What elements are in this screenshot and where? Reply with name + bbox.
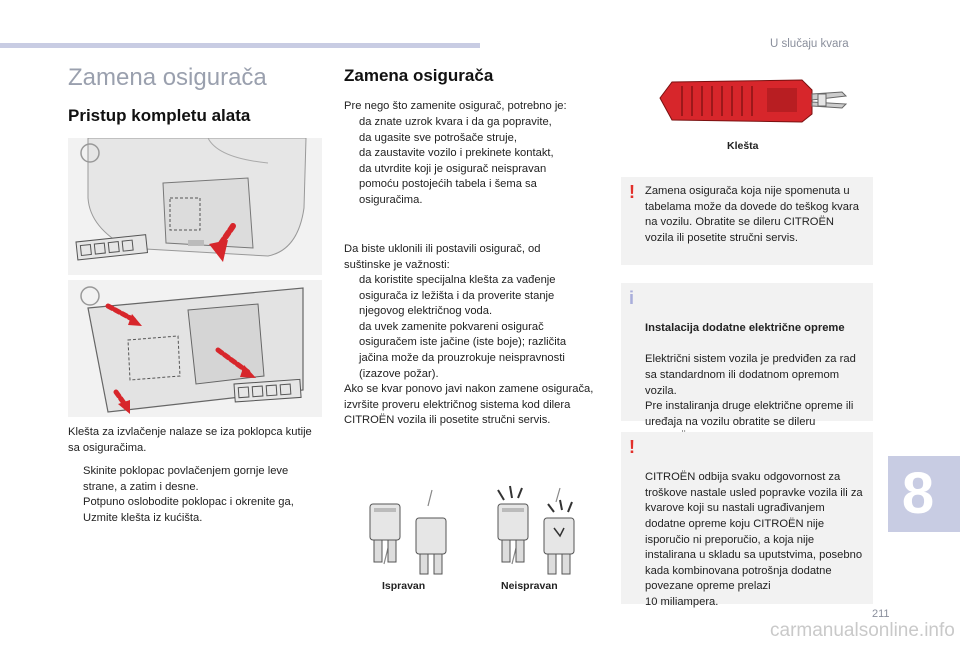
- cover-removal-steps: [68, 464, 324, 526]
- info-text: Električni sistem vozila je predviđen za rad sa standardnom ili dodatnom opremom vozila. Pre instaliranja druge električne opreme ili uređaja na vozilu obratite se dileru: [645, 353, 856, 428]
- section-header: U slučaju kvara: [770, 38, 849, 50]
- fuse-box-open-drawing: [68, 280, 322, 417]
- list-item: da uvek zamenite pokvareni osigurač osiguračem iste jačine (iste boje); različita jačina može da prouzrokuje neispravnosti (izazove požar).: [359, 320, 567, 380]
- pliers-caption: Klešta: [727, 140, 759, 152]
- fuse-blown-icon: [490, 484, 586, 576]
- list-item: Skinite poklopac povlačenjem gornje leve strane, a zatim i desne.: [83, 465, 289, 493]
- info-title: Instalacija dodatne električne opreme: [645, 322, 845, 335]
- recurring-fault-text: Ako se kvar ponovo javi nakon zamene osigurača, izvršite proveru električnog sistema kod dilera CITROËN vozila ili posetite stručni servis.: [344, 383, 594, 427]
- warning-box-unlisted-fuse: [621, 177, 873, 265]
- list-item: da koristite specijalna klešta za vađenje osigurača iz ležišta i da proverite stanje njegovog električnog voda.: [359, 274, 556, 318]
- warning-icon: !: [629, 437, 635, 457]
- page-title: Zamena osigurača: [68, 64, 267, 91]
- toolkit-location-text: Klešta za izvlačenje nalaze se iza poklopca kutije sa osiguračima.: [68, 426, 312, 454]
- section-subtitle: Pristup kompletu alata: [68, 106, 251, 125]
- removal-intro: Da biste uklonili ili postavili osigurač, od suštinske je važnosti:: [344, 243, 541, 271]
- list-item: da ugasite sve potrošače struje,: [359, 131, 517, 144]
- header-accent-bar: [0, 43, 480, 48]
- dashboard-cover-drawing: [68, 138, 322, 275]
- chapter-number: 8: [901, 461, 935, 526]
- fuse-ok-icon: [362, 484, 458, 576]
- fuse-replacement-title: Zamena osigurača: [344, 66, 494, 85]
- fuse-ok-label: Ispravan: [382, 580, 426, 592]
- liability-text: CITROËN odbija svaku odgovornost za troškove nastale usled popravke vozila ili za kvarove koji su nastali ugrađivanjem dodatne opreme koju CITROËN nije isporučio ni preporučio, a koja nije instalirana u skladu sa uputstvima, posebno kada kombinovana potrošnja dodatne povezane opreme prelazi 10 miliampera.: [645, 471, 863, 608]
- warning-box-liability: [621, 432, 873, 608]
- removal-rules: [344, 273, 602, 382]
- fuse-puller-pliers-icon: [652, 68, 852, 130]
- page-number: 211: [872, 608, 890, 620]
- prereq-list: [344, 115, 602, 209]
- fuse-box-cover-illustration-bottom: [68, 280, 322, 417]
- list-item: da znate uzrok kvara i da ga popravite,: [359, 116, 552, 128]
- fuse-blown-label: Neispravan: [501, 580, 558, 592]
- list-item: da zaustavite vozilo i prekinete kontakt,: [359, 147, 554, 160]
- info-box-accessories: [621, 283, 873, 428]
- list-item: da utvrdite koji je osigurač neispravan pomoću postojećih tabela i šema sa osiguračima.: [359, 162, 547, 206]
- list-item: Potpuno oslobodite poklopac i okrenite ga,: [83, 496, 294, 509]
- warning-text: Zamena osigurača koja nije spomenuta u tabelama može da dovede do teškog kvara na vozilu. Obratite se dileru CITROËN vozila ili posetite stručni servis.: [645, 185, 859, 244]
- info-icon: i: [629, 288, 635, 308]
- list-item: Uzmite klešta iz kućišta.: [83, 511, 203, 524]
- fuse-box-cover-illustration-top: [68, 138, 322, 275]
- chapter-tab: [888, 456, 960, 532]
- watermark-text: carmanualsonline.info: [770, 620, 955, 641]
- prereq-intro: Pre nego što zamenite osigurač, potrebno je:: [344, 100, 567, 112]
- warning-icon: !: [629, 182, 635, 202]
